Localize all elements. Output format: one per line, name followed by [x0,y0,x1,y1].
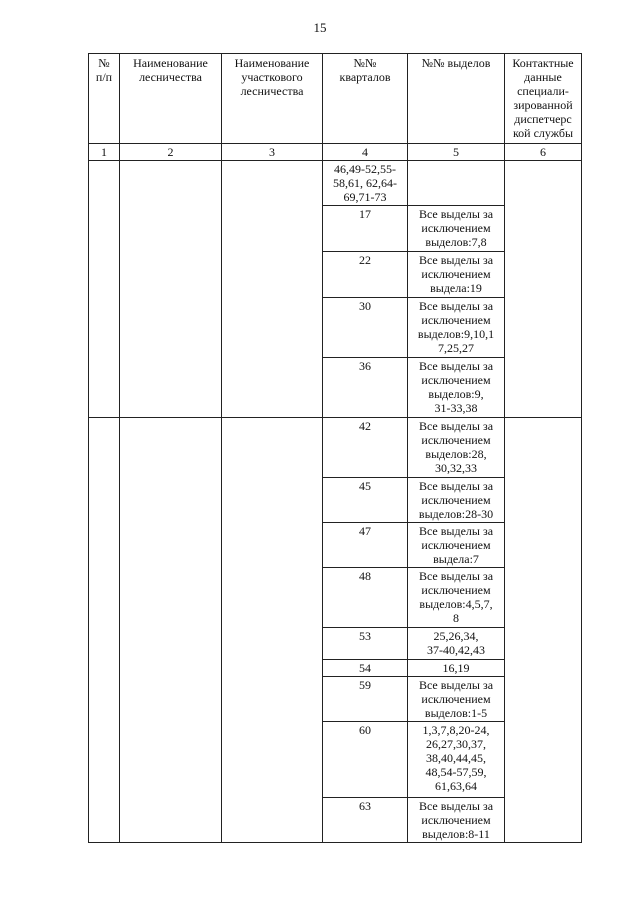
allotment-cell: Все выделы за исключением выделов:1-5 [408,677,505,722]
header-forestry: Наименование лесничества [120,54,222,144]
empty-number-cell [89,418,120,843]
allotment-cell: 16,19 [408,660,505,677]
header-quarters: №№ кварталов [323,54,408,144]
quarter-cell: 17 [323,206,408,252]
column-number: 1 [89,144,120,161]
empty-district-cell [222,161,323,418]
quarter-cell: 53 [323,628,408,660]
column-number: 4 [323,144,408,161]
allotment-cell: Все выделы за исключением выделов:8-11 [408,798,505,843]
allotment-cell: Все выделы за исключением выделов:28, 30,32,33 [408,418,505,478]
quarter-cell: 42 [323,418,408,478]
allotment-cell: Все выделы за исключением выделов:9, 31-33,38 [408,358,505,418]
quarter-cell: 36 [323,358,408,418]
header-contact-data: Контактные данные специали- зированной диспетчерс кой службы [505,54,582,144]
quarter-cell: 30 [323,298,408,358]
column-number-row [89,144,582,161]
empty-contact-cell [505,298,582,358]
quarter-cell: 63 [323,798,408,843]
header-allotments: №№ выделов [408,54,505,144]
quarter-cell: 60 [323,722,408,798]
empty-district-cell [222,418,323,843]
quarter-cell: 45 [323,478,408,523]
empty-forestry-cell [120,418,222,843]
allotment-cell: Все выделы за исключением выделов:7,8 [408,206,505,252]
header-number: № п/п [89,54,120,144]
column-number: 3 [222,144,323,161]
empty-contact-cell [505,252,582,298]
quarter-cell: 22 [323,252,408,298]
allotment-cell: Все выделы за исключением выдела:7 [408,523,505,568]
quarter-cell: 47 [323,523,408,568]
allotment-cell: 25,26,34, 37-40,42,43 [408,628,505,660]
empty-contact-cell [505,358,582,418]
page-number: 15 [313,20,327,35]
column-number: 6 [505,144,582,161]
table-row [89,418,582,478]
allotment-cell: Все выделы за исключением выдела:19 [408,252,505,298]
allotment-cell: Все выделы за исключением выделов:28-30 [408,478,505,523]
allotment-cell: 1,3,7,8,20-24, 26,27,30,37, 38,40,44,45, 48,54-57,59, 61,63,64 [408,722,505,798]
quarter-cell: 59 [323,677,408,722]
header-district-forestry: Наименование участкового лесничества [222,54,323,144]
empty-contact-cell [505,161,582,206]
empty-forestry-cell [120,161,222,418]
table-row [89,161,582,206]
forest-allotments-table [88,53,582,843]
allotment-cell: Все выделы за исключением выделов:4,5,7, 8 [408,568,505,628]
quarter-cell: 54 [323,660,408,677]
empty-contact-cell [505,206,582,252]
quarter-cell: 46,49-52,55- 58,61, 62,64- 69,71-73 [323,161,408,206]
column-number: 2 [120,144,222,161]
allotment-cell: Все выделы за исключением выделов:9,10,1 7,25,27 [408,298,505,358]
column-number: 5 [408,144,505,161]
empty-contact-cell [505,418,582,843]
header-row [89,54,582,144]
allotment-cell [408,161,505,206]
quarter-cell: 48 [323,568,408,628]
empty-number-cell [89,161,120,418]
